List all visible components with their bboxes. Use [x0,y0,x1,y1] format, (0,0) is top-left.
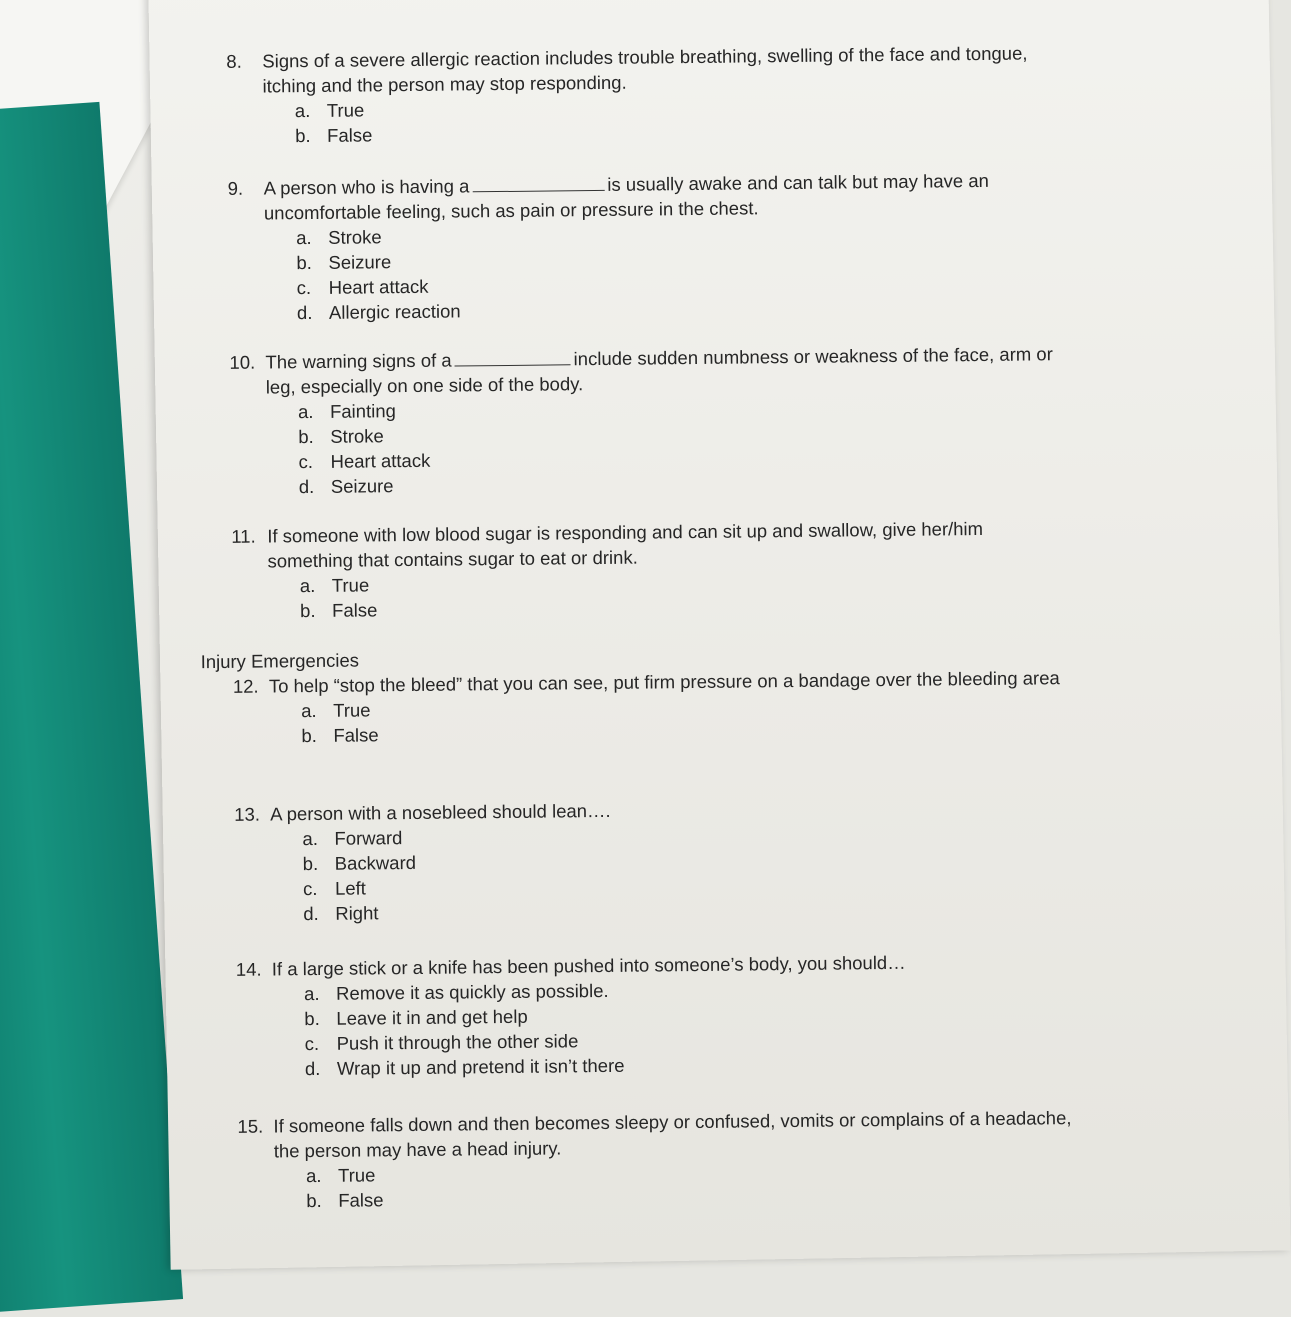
option-letter: a. [297,400,314,423]
question-text: If someone falls down and then becomes sleepy or confused, vomits or complains of a headache, the person may have a head injury. [273,1107,1072,1162]
option-text: False [333,724,379,746]
question-12 [233,665,1074,749]
option-text: Left [334,877,366,899]
option-text: False [338,1189,384,1211]
option-letter: c. [298,450,314,473]
option-letter: a. [296,227,312,249]
option-text: Stroke [328,226,382,248]
question-text-after: is usually awake and can talk but may have an uncomfortable feeling, such as pain or pressure in the chest. [263,169,989,224]
question-10 [229,341,1071,500]
question-stem [228,167,1068,226]
option-text: Heart attack [328,275,429,298]
option-text: True [331,574,370,596]
option-letter: a. [302,827,319,850]
answer-blank [454,347,570,366]
question-number: 12. [232,675,259,697]
option-list [230,391,1071,500]
option-list [232,565,1072,624]
option-text: True [337,1164,376,1186]
option-list [238,1155,1078,1214]
option-letter: a. [305,1164,322,1187]
question-number: 15. [237,1115,264,1137]
option-text: Right [335,902,379,924]
question-13 [234,793,1075,927]
question-number: 13. [234,803,261,825]
option-letter: a. [294,100,311,122]
question-text-after: include sudden numbness or weakness of the face, arm or leg, especially on one side of the body. [265,343,1053,398]
option-text: False [327,124,373,146]
option-text: Leave it in and get help [336,1005,528,1029]
question-number: 10. [229,351,256,373]
question-text: If a large stick or a knife has been pushed into someone’s body, you should… [271,951,906,980]
option-text: Forward [334,827,403,849]
question-number: 14. [235,958,262,980]
question-15 [237,1105,1078,1214]
option-list [227,90,1067,149]
question-11 [231,515,1072,624]
question-text: To help “stop the bleed” that you can see, put firm pressure on a bandage over the bleeding area [268,667,1060,697]
question-number: 8. [226,50,242,72]
section-heading: Injury Emergencies [200,649,360,673]
option-text: Push it through the other side [336,1030,579,1054]
question-text: If someone with low blood sugar is responding and can sit up and swallow, give her/him something that contains sugar to eat or drink. [267,517,984,572]
option-letter: d. [303,902,319,925]
option-text: True [333,699,371,721]
option-text: Heart attack [330,449,431,472]
question-stem [237,1105,1077,1164]
option-letter: c. [304,1032,320,1055]
option-text: Stroke [330,425,384,447]
option-letter: d. [298,475,315,498]
option-letter: b. [295,125,311,147]
option-list [234,818,1075,927]
option-text: Seizure [330,475,394,497]
option-list [236,973,1077,1082]
question-9 [228,167,1070,326]
option-text: Remove it as quickly as possible. [335,979,609,1004]
option-letter: a. [303,982,320,1005]
option-text: Backward [334,851,417,874]
option-letter: b. [301,724,317,747]
option-letter: b. [299,599,316,622]
option-letter: b. [296,251,312,274]
option-letter: c. [302,877,318,900]
question-text: A person with a nosebleed should lean…. [270,799,611,825]
option-letter: b. [302,852,319,875]
option-text: Allergic reaction [328,300,461,323]
option-text: Seizure [328,251,392,273]
question-text-before: The warning signs of a [265,349,452,373]
option-text: False [331,599,378,621]
option-letter: d. [296,301,313,324]
option-letter: d. [304,1057,321,1080]
option-text: Fainting [329,400,396,422]
question-stem [229,341,1069,400]
question-text-before: A person who is having a [263,175,470,199]
option-list [228,217,1069,326]
question-8 [226,40,1067,149]
option-letter: a. [301,699,317,722]
question-text: Signs of a severe allergic reaction includes trouble breathing, swelling of the face and tongue, itching and the person may stop responding. [262,42,1028,97]
option-text: True [326,99,365,121]
question-stem [226,40,1066,99]
option-letter: b. [306,1189,322,1212]
option-letter: c. [296,277,312,299]
option-text: Wrap it up and pretend it isn’t there [336,1054,625,1079]
answer-blank [472,173,604,192]
option-letter: b. [304,1007,320,1030]
option-letter: a. [299,574,316,597]
question-14 [236,948,1077,1082]
question-stem [231,515,1071,574]
option-letter: b. [298,425,314,448]
option-list [233,690,1073,749]
question-number: 11. [231,525,256,547]
question-number: 9. [227,177,244,199]
